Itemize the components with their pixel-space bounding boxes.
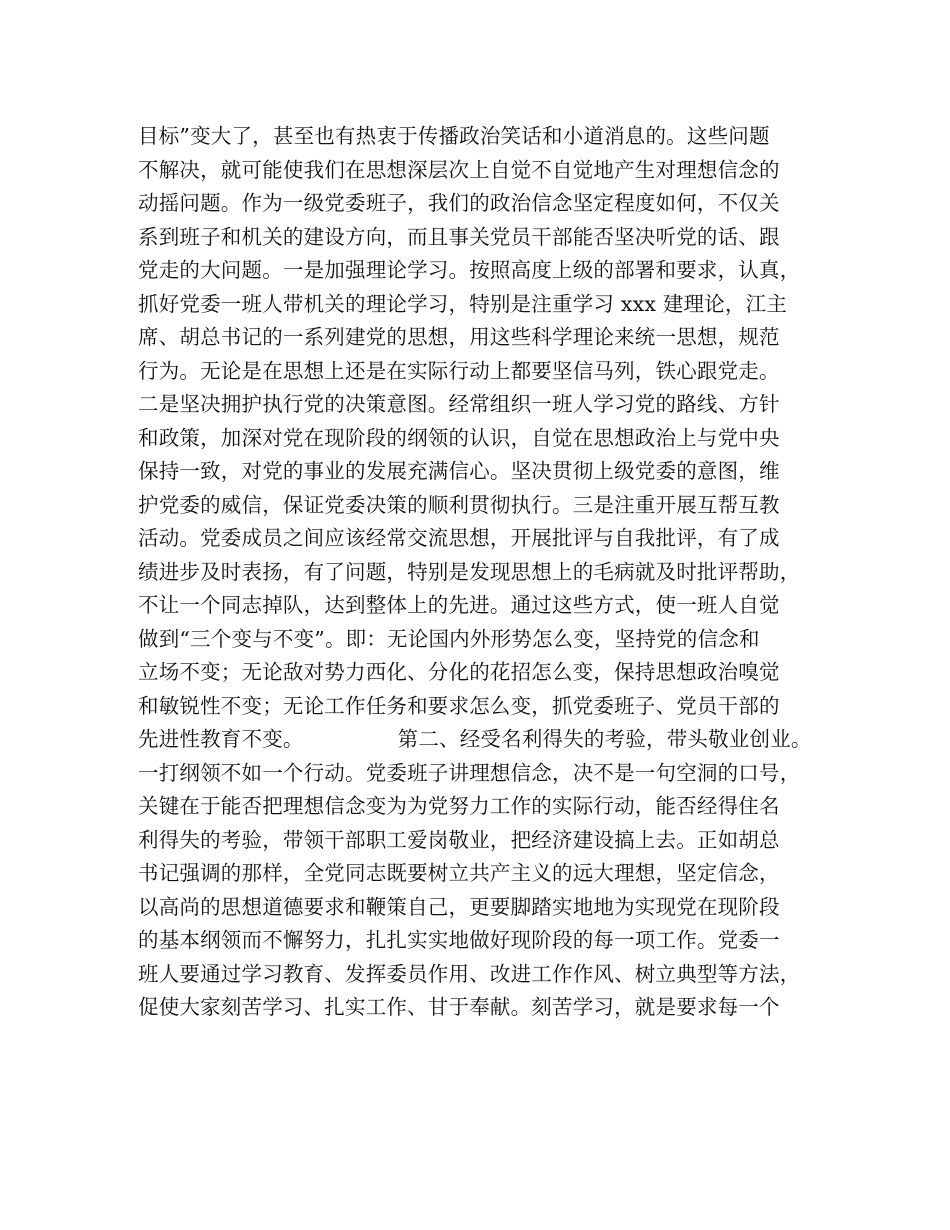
text-line: 一打纲领不如一个行动。党委班子讲理想信念，决不是一句空洞的口号， bbox=[138, 760, 801, 785]
text-line: 保持一致，对党的事业的发展充满信心。坚决贯彻上级党委的意图，维 bbox=[138, 459, 780, 483]
text-line: 活动。党委成员之间应该经常交流思想，开展批评与自我批评，有了成 bbox=[138, 526, 780, 550]
text-line: 利得失的考验，带领干部职工爱岗敬业，把经济建设搞上去。正如胡总 bbox=[138, 827, 780, 852]
text-line: 不让一个同志掉队，达到整体上的先进。通过这些方式，使一班人自觉 bbox=[138, 593, 780, 617]
text-line: 关键在于能否把理想信念变为为党努力工作的实际行动，能否经得住名 bbox=[138, 794, 780, 818]
text-line: 目标”变大了，甚至也有热衷于传播政治笑话和小道消息的。这些问题 bbox=[138, 124, 770, 148]
text-line: 党走的大问题。一是加强理论学习。按照高度上级的部署和要求，认真， bbox=[138, 258, 801, 282]
text-line: 和政策，加深对党在现阶段的纲领的认识，自觉在思想政治上与党中央 bbox=[138, 425, 780, 450]
text-line: 动摇问题。作为一级党委班子，我们的政治信念坚定程度如何，不仅关 bbox=[138, 191, 780, 215]
text-line: 系到班子和机关的建设方向，而且事关党员干部能否坚决听党的话、跟 bbox=[138, 224, 780, 249]
text-line: 和敏锐性不变；无论工作任务和要求怎么变，抓党委班子、党员干部的 bbox=[138, 693, 780, 718]
text-line: 二是坚决拥护执行党的决策意图。经常组织一班人学习党的路线、方针 bbox=[138, 392, 780, 416]
text-line: 抓好党委一班人带机关的理论学习，特别是注重学习 xxx 建理论，江主 bbox=[138, 291, 788, 316]
body-text bbox=[138, 120, 838, 1025]
text-line: 的基本纲领而不懈努力，扎扎实实地做好现阶段的每一项工作。党委一 bbox=[138, 928, 780, 952]
text-line: 行为。无论是在思想上还是在实际行动上都要坚信马列，铁心跟党走。 bbox=[138, 358, 780, 383]
text-line: 绩进步及时表扬，有了问题，特别是发现思想上的毛病就及时批评帮助， bbox=[138, 559, 801, 584]
text-line: 书记强调的那样，全党同志既要树立共产主义的远大理想，坚定信念， bbox=[138, 861, 780, 885]
text-line: 促使大家刻苦学习、扎实工作、甘于奉献。刻苦学习，就是要求每一个 bbox=[138, 995, 780, 1019]
text-line: 护党委的威信，保证党委决策的顺利贯彻执行。三是注重开展互帮互教 bbox=[138, 492, 780, 517]
text-line: 席、胡总书记的一系列建党的思想，用这些科学理论来统一思想，规范 bbox=[138, 325, 780, 349]
text-line: 以高尚的思想道德要求和鞭策自己，更要脚踏实地地为实现党在现阶段 bbox=[138, 894, 780, 919]
text-line: 不解决，就可能使我们在思想深层次上自觉不自觉地产生对理想信念的 bbox=[138, 157, 780, 182]
text-line: 先进性教育不变。 第二、经受名利得失的考验，带头敬业创业。 bbox=[138, 727, 812, 751]
text-line: 做到“三个变与不变”。即：无论国内外形势怎么变，坚持党的信念和 bbox=[138, 626, 760, 651]
text-line: 立场不变；无论敌对势力西化、分化的花招怎么变，保持思想政治嗅觉 bbox=[138, 660, 780, 684]
text-line: 班人要通过学习教育、发挥委员作用、改进工作作风、树立典型等方法， bbox=[138, 961, 801, 986]
